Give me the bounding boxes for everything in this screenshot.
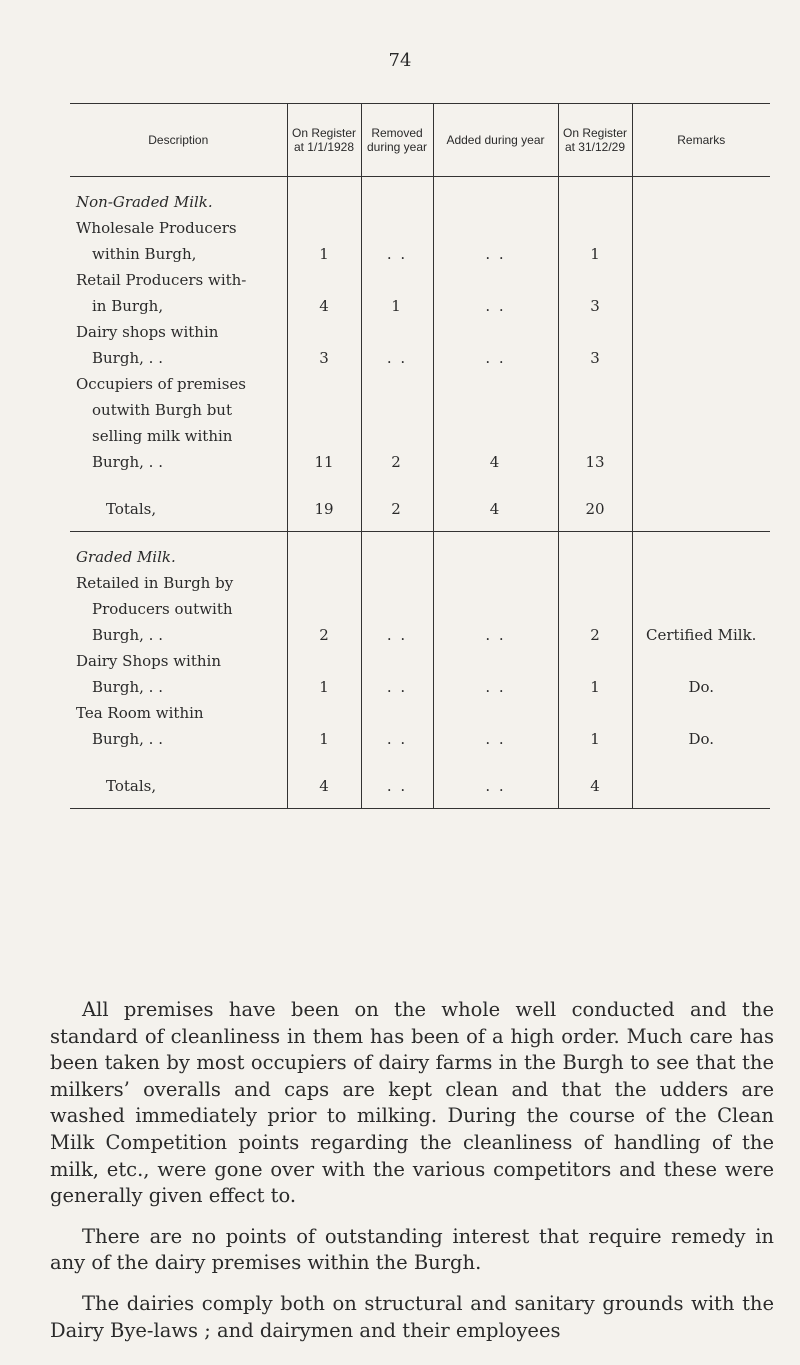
count-start: 1 [287,726,361,752]
count-end: 3 [558,345,632,371]
paragraph: All premises have been on the whole well conducted and the standard of cleanliness in them has been of a high order. Much care has been taken by most occupiers of dairy farms in the Burgh to see that the milkers’ overalls and caps are kept clean and that the udders are washed immediately prior to milking. During the course of the Clean Milk Competition points regarding the cleanliness of handling of the milk, etc., were gone over with the various competitors and these were generally given effect to. [50,998,774,1208]
count-removed [361,700,433,726]
row-description: Burgh, . . [92,678,163,696]
header-remarks: Remarks [632,104,770,177]
row-description: Tea Room within [76,704,204,722]
row-description: within Burgh, [92,245,197,263]
remarks-cell [632,449,770,475]
remarks-cell [632,596,770,622]
remarks-cell: Do. [632,674,770,700]
row-description: Occupiers of premises [76,375,246,393]
count-end: 1 [558,241,632,267]
table-row [70,345,770,371]
table-cell [70,475,287,487]
count-end [558,648,632,674]
table-cell [632,475,770,487]
remarks-cell: Do. [632,726,770,752]
count-end [558,319,632,345]
total-added: . . [433,764,558,809]
table-cell [433,544,558,570]
count-end [558,215,632,241]
count-removed: . . [361,622,433,648]
table-cell [632,752,770,764]
count-end: 3 [558,293,632,319]
remarks-cell [632,764,770,809]
table-row [70,423,770,449]
count-removed [361,570,433,596]
row-description: selling milk within [92,427,233,445]
remarks-cell [632,293,770,319]
count-start [287,215,361,241]
table-cell [70,532,287,545]
table-cell [558,532,632,545]
total-start: 4 [287,764,361,809]
count-end [558,267,632,293]
count-end [558,423,632,449]
count-end: 2 [558,622,632,648]
total-removed: 2 [361,487,433,532]
row-description: Dairy shops within [76,323,219,341]
count-added: 4 [433,449,558,475]
remarks-cell [632,648,770,674]
row-description: Wholesale Producers [76,219,237,237]
table-cell [632,177,770,190]
remarks-cell [632,423,770,449]
table-cell [632,544,770,570]
row-description: Retailed in Burgh by [76,574,234,592]
row-description: Retail Producers with- [76,271,247,289]
spacer-row [70,475,770,487]
table-cell [558,544,632,570]
section-heading: Graded Milk. [76,548,176,566]
remarks-cell [632,487,770,532]
dairy-register-table [70,103,770,809]
count-start [287,570,361,596]
count-end: 1 [558,674,632,700]
table-cell [558,189,632,215]
count-end [558,570,632,596]
spacer-row [70,532,770,545]
count-start [287,648,361,674]
count-start: 2 [287,622,361,648]
remarks-cell [632,267,770,293]
header-on-register-end: On Register at 31/12/29 [558,104,632,177]
count-added [433,371,558,397]
section-heading: Non-Graded Milk. [76,193,213,211]
section-heading-row [70,544,770,570]
count-start [287,596,361,622]
row-description: Burgh, . . [92,453,163,471]
count-removed: 1 [361,293,433,319]
count-added: . . [433,674,558,700]
count-end [558,596,632,622]
count-start [287,423,361,449]
table-cell [287,189,361,215]
row-description: Dairy Shops within [76,652,221,670]
table-cell [287,752,361,764]
remarks-cell [632,570,770,596]
table-cell [287,532,361,545]
table-cell [361,544,433,570]
count-start [287,371,361,397]
count-removed [361,397,433,423]
count-start: 11 [287,449,361,475]
remarks-cell [632,700,770,726]
count-added: . . [433,726,558,752]
count-removed [361,596,433,622]
totals-label: Totals, [70,764,287,809]
count-end: 1 [558,726,632,752]
paragraph: The dairies comply both on structural and sanitary grounds with the Dairy Bye-laws ; and dairymen and their employees [50,1291,774,1342]
remarks-cell [632,319,770,345]
table-cell [70,752,287,764]
table-cell [558,475,632,487]
count-added [433,267,558,293]
table-cell [433,752,558,764]
table-header-row [70,104,770,177]
row-description: outwith Burgh but [92,401,232,419]
header-description: Description [148,133,209,147]
count-start: 1 [287,241,361,267]
body-text [50,997,774,1344]
count-start [287,397,361,423]
table-cell [361,177,433,190]
count-start [287,267,361,293]
count-added [433,319,558,345]
count-removed [361,371,433,397]
header-added: Added during year [433,104,558,177]
count-added: . . [433,293,558,319]
table-row [70,622,770,648]
count-added: . . [433,622,558,648]
count-end [558,700,632,726]
count-end [558,397,632,423]
header-on-register-start: On Register at 1/1/1928 [287,104,361,177]
table-cell [361,189,433,215]
table-cell [558,177,632,190]
row-description: in Burgh, [92,297,164,315]
table-row [70,215,770,241]
total-start: 19 [287,487,361,532]
count-start [287,700,361,726]
table-row [70,596,770,622]
table-row [70,293,770,319]
table-cell [287,475,361,487]
table-row [70,674,770,700]
remarks-cell [632,215,770,241]
count-end: 13 [558,449,632,475]
count-start: 3 [287,345,361,371]
total-added: 4 [433,487,558,532]
remarks-cell [632,241,770,267]
table-cell [632,532,770,545]
table-row [70,449,770,475]
totals-row [70,487,770,532]
table-cell [433,189,558,215]
count-end [558,371,632,397]
table-cell [287,177,361,190]
table-cell [70,177,287,190]
header-removed: Removed during year [361,104,433,177]
spacer-row [70,752,770,764]
table-cell [433,475,558,487]
row-description: Producers outwith [92,600,233,618]
remarks-cell [632,397,770,423]
table-row [70,700,770,726]
remarks-cell [632,345,770,371]
count-removed: . . [361,726,433,752]
table-row [70,570,770,596]
count-added [433,423,558,449]
table-row [70,267,770,293]
count-added [433,397,558,423]
table-cell [433,532,558,545]
count-start: 1 [287,674,361,700]
totals-label: Totals, [70,487,287,532]
count-start [287,319,361,345]
count-added [433,215,558,241]
table-cell [361,752,433,764]
table-cell [361,475,433,487]
count-removed: . . [361,345,433,371]
count-start: 4 [287,293,361,319]
section-heading-row [70,189,770,215]
count-added [433,648,558,674]
table-body [70,177,770,809]
totals-row [70,764,770,809]
row-description: Burgh, . . [92,730,163,748]
count-removed [361,267,433,293]
spacer-row [70,177,770,190]
table-row [70,241,770,267]
row-description: Burgh, . . [92,349,163,367]
count-removed [361,648,433,674]
count-removed [361,423,433,449]
count-removed: 2 [361,449,433,475]
total-end: 20 [558,487,632,532]
count-removed [361,319,433,345]
count-removed: . . [361,241,433,267]
table-cell [361,532,433,545]
count-removed: . . [361,674,433,700]
table-row [70,726,770,752]
remarks-cell: Certified Milk. [632,622,770,648]
count-added [433,596,558,622]
total-end: 4 [558,764,632,809]
table-row [70,648,770,674]
count-added [433,700,558,726]
total-removed: . . [361,764,433,809]
count-added: . . [433,241,558,267]
count-added [433,570,558,596]
page-number: 74 [388,50,412,71]
table-row [70,397,770,423]
table-row [70,319,770,345]
table-cell [632,189,770,215]
table-cell [287,544,361,570]
remarks-cell [632,371,770,397]
table-cell [433,177,558,190]
table-row [70,371,770,397]
row-description: Burgh, . . [92,626,163,644]
table-cell [558,752,632,764]
paragraph: There are no points of outstanding interest that require remedy in any of the dairy premises within the Burgh. [50,1224,774,1275]
count-removed [361,215,433,241]
count-added: . . [433,345,558,371]
